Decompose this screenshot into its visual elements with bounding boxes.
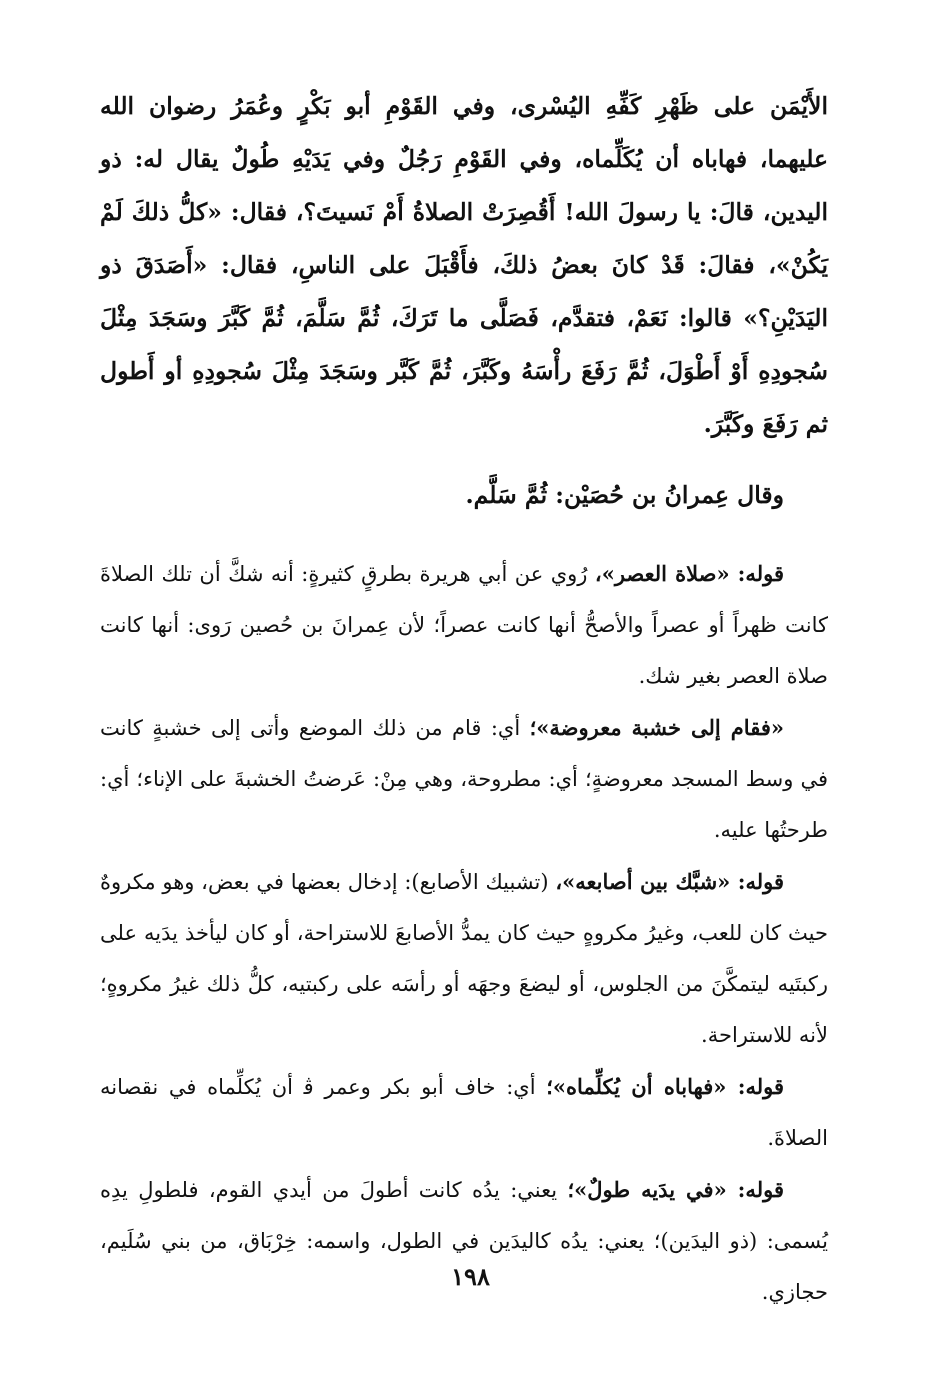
commentary-paragraph: [100, 1061, 828, 1164]
commentary-lead: قوله: «فهاباه أن يُكلِّماه»؛: [546, 1074, 784, 1099]
commentary-paragraph: [100, 1164, 828, 1318]
commentary-body: أي: خاف أبو بكر وعمر ﭬ أن يُكلِّماه في نقصانه الصلاةَ.: [100, 1075, 828, 1150]
commentary-paragraph: [100, 856, 828, 1061]
commentary-paragraph: [100, 548, 828, 702]
commentary-body: أي: قام من ذلك الموضع وأتى إلى خشبةٍ كانت في وسط المسجد معروضةٍ؛ أي: مطروحة، وهي مِنْ: عَرضتُ الخشبةَ على الإناء؛ أي: طرحتُها عليه.: [100, 716, 828, 842]
hadith-text-continuation: الأَيْمَن على ظَهْرِ كَفِّهِ اليُسْرى، وفي القَوْمِ أبو بَكْرٍ وعُمَرُ رضوان الله عليهما، فهاباه أن يُكَلِّماه، وفي القَوْمِ رَجُلٌ وفي يَدَيْهِ طُولٌ يقال له: ذو اليدين، قالَ: يا رسولَ الله! أَقُصِرَتْ الصلاةُ أَمْ نَسيتَ؟، فقال: «كلُّ ذلكَ لَمْ يَكُنْ»، فقالَ: قَدْ كانَ بعضُ ذلكَ، فأَقْبَلَ على الناسِ، فقال: «أَصَدَقَ ذو اليَدَيْنِ؟» قالوا: نَعَمْ، فتقدَّم، فَصَلَّى ما تَرَكَ، ثُمَّ سَلَّمَ، ثُمَّ كَبَّرَ وسَجَدَ مِثْلَ سُجودِهِ أَوْ أَطْوَلَ، ثُمَّ رَفَعَ رأْسَهُ وكَبَّرَ، ثُمَّ كَبَّر وسَجَدَ مِثْلَ سُجودِهِ أو أَطول ثم رَفَعَ وكَبَّرَ.: [100, 92, 828, 438]
commentary-lead: «فقام إلى خشبة معروضة»؛: [529, 715, 784, 740]
book-page: [100, 80, 828, 1318]
commentary-lead: قوله: «صلاة العصر»،: [594, 561, 784, 586]
page-number: ١٩٨: [451, 1262, 490, 1291]
hadith-text-imran-narration: وقال عِمرانُ بن حُصَيْن: ثُمَّ سَلَّم.: [465, 481, 784, 509]
commentary-lead: قوله: «في يدَيه طولٌ»؛: [567, 1177, 784, 1202]
commentary-body: يعني: يدُه كانت أطولَ من أيدي القوم، فلطولِ يدِه يُسمى: (ذو اليدَين)؛ يعني: يدُه كاليدَين في الطول، واسمه: خِرْبَاق، من بني سُلَيم، حجازي.: [100, 1178, 828, 1304]
commentary-paragraph: [100, 702, 828, 856]
commentary-lead: قوله: «شبَّك بين أصابعه»،: [555, 869, 784, 894]
commentary-body: رُوي عن أبي هريرة بطرقٍ كثيرةٍ: أنه شكَّ أن تلك الصلاةَ كانت ظهراً أو عصراً والأصحُّ أنها كانت عصراً؛ لأن عِمرانَ بن حُصين رَوى: أنها كانت صلاة العصر بغير شك.: [100, 562, 828, 688]
commentary-body: (تشبيك الأصابع): إدخال بعضها في بعض، وهو مكروهٌ حيث كان للعب، وغيرُ مكروهٍ حيث كان يمدُّ الأصابعَ للاستراحة، أو كان ليأخذ يدَيه على ركبتَيه ليتمكَّنَ من الجلوس، أو ليضعَ وجهَه أو رأسَه على ركبتيه، كلُّ ذلك غيرُ مكروهٍ؛ لأنه للاستراحة.: [100, 870, 828, 1047]
